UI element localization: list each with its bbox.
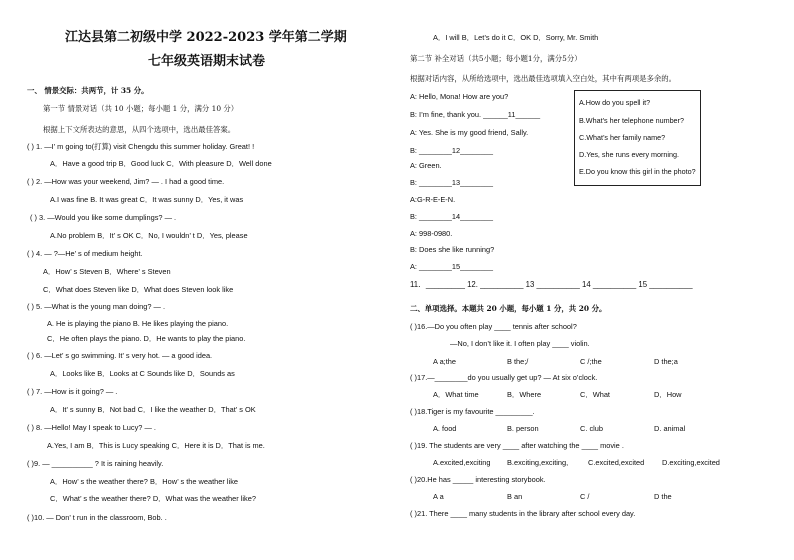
box-option-d: D.Yes, she runs every morning. (579, 150, 680, 159)
question-19-option-d: D.exciting,excited (662, 458, 720, 467)
question-19-option-a: A.excited,exciting (433, 458, 491, 467)
question-17-option-b: B．Where (507, 390, 542, 399)
question-19-option-c: C.excited,excited (588, 458, 645, 467)
question-20-option-a: A a (433, 492, 444, 501)
question-7: ( ) 7. —How is it going? — . (27, 387, 118, 396)
question-6: ( ) 6. —Let’ s go swimming. It’ s very hot. — a good idea. (27, 351, 213, 360)
question-8: ( ) 8. —Hello! May I speak to Lucy? — . (27, 423, 156, 432)
question-2: ( ) 2. —How was your weekend, Jim? — . I had a good time. (27, 177, 225, 186)
question-20: ( )20.He has _____ interesting storybook. (410, 475, 546, 484)
exam-title-line1: 江达县第二初级中学 2022-2023 学年第二学期 (65, 30, 347, 45)
question-16-option-d: D the;a (654, 357, 678, 366)
question-18-option-a: A. food (433, 424, 457, 433)
dialogue-line-3: A: Yes. She is my good friend, Sally. (410, 128, 529, 137)
part2-instruction: 根据对话内容，从所给选项中，选出最佳选项填入空白处，其中有两项是多余的。 (410, 74, 677, 83)
dialogue-line-8: B: ________14________ (410, 212, 494, 221)
dialogue-line-5: A: Green. (410, 161, 442, 170)
section2-heading: 二、单项选择。本题共 20 小题，每小题 1 分，共 20 分。 (410, 304, 607, 313)
question-16-option-a: A a;the (433, 357, 457, 366)
question-17-option-a: A．What time (433, 390, 479, 399)
dialogue-line-1: A: Hello, Mona! How are you? (410, 92, 509, 101)
question-18-option-c: C. club (580, 424, 604, 433)
question-20-option-d: D the (654, 492, 672, 501)
dialogue-line-2: B: I’m fine, thank you. ______11______ (410, 110, 541, 119)
question-3-options: A.No problem B．It’ s OK C．No, I wouldn’ t D．Yes, please (50, 231, 248, 240)
dialogue-line-9: A: 998-0980. (410, 229, 453, 238)
question-16-option-c: C /;the (580, 357, 602, 366)
dialogue-line-7: A:G-R-E-E-N. (410, 195, 456, 204)
question-18-option-b: B. person (507, 424, 539, 433)
dialogue-options-box (574, 90, 701, 186)
question-17: ( )17.—________do you usually get up? — At six o’clock. (410, 373, 598, 382)
question-5-options-a: A. He is playing the piano B. He likes playing the piano. (47, 319, 229, 328)
question-19-option-b: B.exciting,exciting, (507, 458, 569, 467)
dialogue-line-11: A: ________15________ (410, 262, 494, 271)
question-8-options: A.Yes, I am B．This is Lucy speaking C．Here it is D．That is me. (47, 441, 265, 450)
box-option-e: E.Do you know this girl in the photo? (579, 167, 696, 176)
box-option-a: A.How do you spell it? (579, 98, 651, 107)
part2-heading: 第二节 补全对话（共5小题；每小题1分，满分5分） (410, 54, 582, 63)
question-21: ( )21. There ____ many students in the library after school every day. (410, 509, 636, 518)
question-18-option-d: D. animal (654, 424, 686, 433)
part1-heading: 第一节 情景对话（共 10 小题；每小题 1 分，满分 10 分） (43, 104, 239, 113)
question-20-option-c: C / (580, 492, 590, 501)
section1-heading: 一、 情景交际：共两节，计 35 分。 (27, 86, 149, 95)
box-option-c: C.What’s her family name? (579, 133, 666, 142)
question-20-option-b: B an (507, 492, 523, 501)
exam-title-line2: 七年级英语期末试卷 (148, 54, 266, 69)
question-9-options-a: A．How’ s the weather there? B．How’ s the weather like (50, 477, 238, 486)
question-5: ( ) 5. —What is the young man doing? — . (27, 302, 166, 311)
dialogue-line-6: B: ________13________ (410, 178, 494, 187)
question-3: ( ) 3. —Would you like some dumplings? — . (30, 213, 177, 222)
question-16-option-b: B the;/ (507, 357, 529, 366)
question-6-options: A．Looks like B．Looks at C Sounds like D．Sounds as (50, 369, 235, 378)
question-9-options-b: C．What’ s the weather there? D．What was the weather like? (50, 494, 256, 503)
question-4-options-b: C．What does Steven like D．What does Steven look like (43, 285, 234, 294)
question-1: ( ) 1. —I’ m going to(打算) visit Chengdu this summer holiday. Great! ! (27, 142, 255, 151)
question-10-options: A．I will B．Let’s do it C．OK D．Sorry, Mr. Smith (433, 33, 599, 42)
answer-blanks-line: 11．_________ 12. __________ 13 __________ 14 __________ 15 __________ (410, 280, 693, 289)
question-4-options-a: A．How’ s Steven B．Where’ s Steven (43, 267, 171, 276)
question-9: ( )9. — __________ ? It is raining heavily. (27, 459, 164, 468)
part1-instruction: 根据上下文所表达的意思，从四个选项中，选出最佳答案。 (43, 125, 236, 134)
question-1-options: A．Have a good trip B．Good luck C．With pleasure D．Well done (50, 159, 272, 168)
dialogue-line-10: B: Does she like running? (410, 245, 495, 254)
question-10: ( )10. — Don’ t run in the classroom, Bob. . (27, 513, 167, 522)
question-16: ( )16.—Do you often play ____ tennis after school? (410, 322, 577, 331)
question-17-option-d: D．How (654, 390, 682, 399)
box-option-b: B.What’s her telephone number? (579, 116, 684, 125)
question-5-options-b: C．He often plays the piano. D．He wants to play the piano. (47, 334, 246, 343)
question-7-options: A．It’ s sunny B．Not bad C．I like the weather D．That’ s OK (50, 405, 256, 414)
dialogue-line-4: B: ________12________ (410, 146, 494, 155)
question-16-second-line: —No, I don’t like it. I often play ____ violin. (450, 339, 590, 348)
question-17-option-c: C．What (580, 390, 610, 399)
question-2-options: A.I was fine B. It was great C．It was sunny D．Yes, it was (50, 195, 244, 204)
question-4: ( ) 4. — ?—He’ s of medium height. (27, 249, 143, 258)
question-18: ( )18.Tiger is my favourite _________. (410, 407, 535, 416)
question-19: ( )19. The students are very ____ after watching the ____ movie . (410, 441, 624, 450)
